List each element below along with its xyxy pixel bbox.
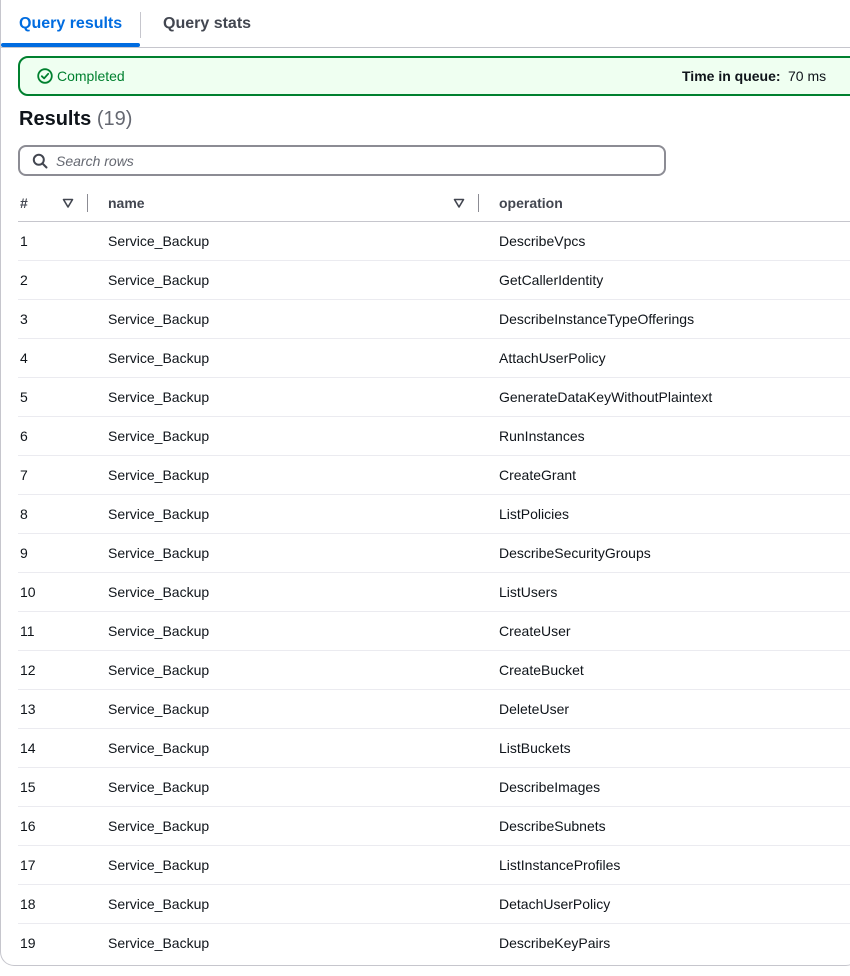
cell-number: 8 <box>20 506 28 522</box>
table-row <box>18 534 850 573</box>
column-resize-handle[interactable] <box>478 194 479 212</box>
cell-operation: ListPolicies <box>499 506 570 522</box>
cell-number: 13 <box>20 701 36 717</box>
cell-name: Service_Backup <box>108 623 210 639</box>
table-row <box>18 495 850 534</box>
cell-operation: AttachUserPolicy <box>499 350 606 366</box>
cell-number: 14 <box>20 740 36 756</box>
cell-operation: CreateUser <box>499 623 571 639</box>
cell-name: Service_Backup <box>108 701 210 717</box>
cell-number: 5 <box>20 389 28 405</box>
results-heading <box>19 108 132 131</box>
time-in-queue-value: 70 ms <box>788 68 827 84</box>
table-row <box>18 924 850 963</box>
tab-bar <box>1 0 850 48</box>
table-row <box>18 807 850 846</box>
table-row <box>18 339 850 378</box>
cell-name: Service_Backup <box>108 896 210 912</box>
column-resize-handle[interactable] <box>87 194 88 212</box>
status-alert <box>18 56 850 96</box>
cell-operation: DescribeVpcs <box>499 233 586 249</box>
cell-number: 6 <box>20 428 28 444</box>
table-body <box>18 222 850 963</box>
table-row <box>18 261 850 300</box>
cell-number: 19 <box>20 935 36 951</box>
cell-operation: DetachUserPolicy <box>499 896 611 912</box>
tab-query-results[interactable]: Query results <box>19 15 123 32</box>
search-box[interactable] <box>18 145 666 176</box>
cell-name: Service_Backup <box>108 584 210 600</box>
cell-operation: ListBuckets <box>499 740 571 756</box>
cell-name: Service_Backup <box>108 350 210 366</box>
table-row <box>18 846 850 885</box>
cell-name: Service_Backup <box>108 857 210 873</box>
cell-name: Service_Backup <box>108 311 210 327</box>
cell-number: 18 <box>20 896 36 912</box>
table-row <box>18 300 850 339</box>
table-row <box>18 417 850 456</box>
cell-operation: DescribeImages <box>499 779 601 795</box>
cell-operation: CreateGrant <box>499 467 577 483</box>
cell-operation: DescribeSecurityGroups <box>499 545 651 561</box>
column-header-operation[interactable]: operation <box>499 195 563 211</box>
cell-number: 10 <box>20 584 36 600</box>
cell-name: Service_Backup <box>108 740 210 756</box>
table-row <box>18 612 850 651</box>
cell-operation: DescribeInstanceTypeOfferings <box>499 311 695 327</box>
cell-name: Service_Backup <box>108 506 210 522</box>
column-header-name[interactable]: name <box>108 195 145 211</box>
table-row <box>18 573 850 612</box>
cell-name: Service_Backup <box>108 389 210 405</box>
cell-name: Service_Backup <box>108 272 210 288</box>
cell-number: 3 <box>20 311 28 327</box>
table-row <box>18 885 850 924</box>
cell-operation: CreateBucket <box>499 662 584 678</box>
cell-operation: RunInstances <box>499 428 585 444</box>
table-row <box>18 651 850 690</box>
cell-number: 7 <box>20 467 28 483</box>
time-in-queue-label: Time in queue: <box>682 68 781 84</box>
cell-name: Service_Backup <box>108 467 210 483</box>
cell-name: Service_Backup <box>108 233 210 249</box>
sort-caret-down-icon[interactable] <box>62 197 74 209</box>
cell-number: 11 <box>20 623 35 639</box>
cell-name: Service_Backup <box>108 818 210 834</box>
tab-query-stats[interactable]: Query stats <box>163 15 252 32</box>
status-text: Completed <box>57 68 125 84</box>
cell-number: 12 <box>20 662 36 678</box>
cell-number: 17 <box>20 857 36 873</box>
cell-name: Service_Backup <box>108 935 210 951</box>
cell-operation: ListUsers <box>499 584 558 600</box>
tab-divider <box>140 12 141 38</box>
cell-number: 16 <box>20 818 36 834</box>
check-circle-icon <box>37 68 53 84</box>
cell-operation: DescribeSubnets <box>499 818 606 834</box>
cell-name: Service_Backup <box>108 662 210 678</box>
table-row <box>18 222 850 261</box>
cell-operation: DescribeKeyPairs <box>499 935 611 951</box>
cell-number: 15 <box>20 779 36 795</box>
table-row <box>18 690 850 729</box>
cell-number: 4 <box>20 350 28 366</box>
cell-name: Service_Backup <box>108 428 210 444</box>
table-header <box>18 184 850 222</box>
cell-operation: ListInstanceProfiles <box>499 857 621 873</box>
cell-number: 2 <box>20 272 28 288</box>
table-row <box>18 768 850 807</box>
results-count: (19) <box>96 108 133 130</box>
search-icon <box>32 153 48 169</box>
cell-name: Service_Backup <box>108 545 210 561</box>
cell-operation: DeleteUser <box>499 701 570 717</box>
results-title: Results <box>19 108 92 130</box>
column-header-number[interactable]: # <box>20 195 28 211</box>
table-row <box>18 378 850 417</box>
cell-operation: GenerateDataKeyWithoutPlaintext <box>499 389 713 405</box>
sort-caret-down-icon[interactable] <box>453 197 465 209</box>
table-row <box>18 456 850 495</box>
cell-name: Service_Backup <box>108 779 210 795</box>
table-row <box>18 729 850 768</box>
search-input[interactable] <box>56 149 656 173</box>
cell-number: 9 <box>20 545 28 561</box>
results-table <box>18 184 850 963</box>
cell-operation: GetCallerIdentity <box>499 272 604 288</box>
active-tab-indicator <box>1 43 140 47</box>
cell-number: 1 <box>20 233 28 249</box>
